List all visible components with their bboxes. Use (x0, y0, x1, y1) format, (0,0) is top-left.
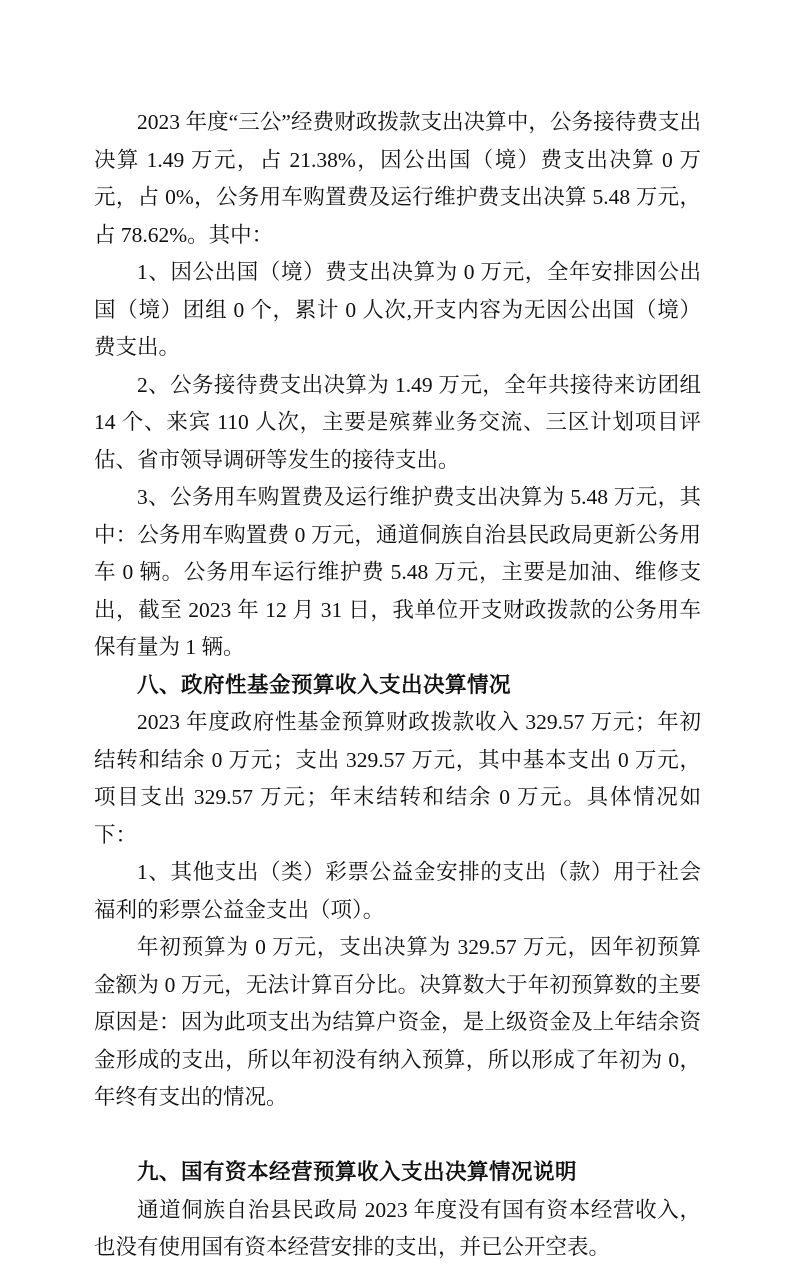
paragraph-overseas-travel-expense: 1、因公出国（境）费支出决算为 0 万元，全年安排因公出国（境）团组 0 个，累计 0 人次,开支内容为无因公出国（境）费支出。 (94, 260, 701, 359)
paragraph-official-reception-expense: 2、公务接待费支出决算为 1.49 万元，全年共接待来访团组 14 个、来宾 110 人次，主要是殡葬业务交流、三区计划项目评估、省市领导调研等发生的接待支出。 (94, 372, 701, 472)
paragraph-three-public-funds-summary: 2023 年度“三公”经费财政拨款支出决算中，公务接待费支出决算 1.49 万元，占 21.38%，因公出国（境）费支出决算 0 万元，占 0%，公务用车购置费及运行维护费支出决算 5.48 万元，占 78.62%。其中： (94, 110, 701, 247)
paragraph-lottery-welfare-fund-item: 1、其他支出（类）彩票公益金安排的支出（款）用于社会福利的彩票公益金支出（项）。 (94, 860, 701, 922)
paragraph-official-vehicle-expense: 3、公务用车购置费及运行维护费支出决算为 5.48 万元，其中：公务用车购置费 0 万元，通道侗族自治县民政局更新公务用车 0 辆。公务用车运行维护费 5.48 万元，主要是加油、维修支出，截至 2023 年 12 月 31 日，我单位开支财政拨款的公务用车保有量为 1 辆。 (94, 485, 701, 659)
paragraph-government-fund-summary: 2023 年度政府性基金预算财政拨款收入 329.57 万元；年初结转和结余 0 万元；支出 329.57 万元，其中基本支出 0 万元，项目支出 329.57 万元；年末结转和结余 0 万元。具体情况如下： (94, 710, 701, 847)
section-heading-9-state-capital-budget: 九、国有资本经营预算收入支出决算情况说明 (137, 1160, 578, 1184)
paragraph-budget-vs-final-explanation: 年初预算为 0 万元，支出决算为 329.57 万元，因年初预算金额为 0 万元，无法计算百分比。决算数大于年初预算数的主要原因是：因为此项支出为结算户资金，是上级资金及上年结余资金形成的支出，所以年初没有纳入预算，所以形成了年初为 0，年终有支出的情况。 (94, 935, 701, 1109)
blank-line-spacer (94, 1117, 701, 1155)
section-heading-8-government-fund-budget: 八、政府性基金预算收入支出决算情况 (137, 672, 512, 697)
paragraph-state-capital-statement: 通道侗族自治县民政局 2023 年度没有国有资本经营收入，也没有使用国有资本经营安排的支出，并已公开空表。 (94, 1197, 701, 1259)
